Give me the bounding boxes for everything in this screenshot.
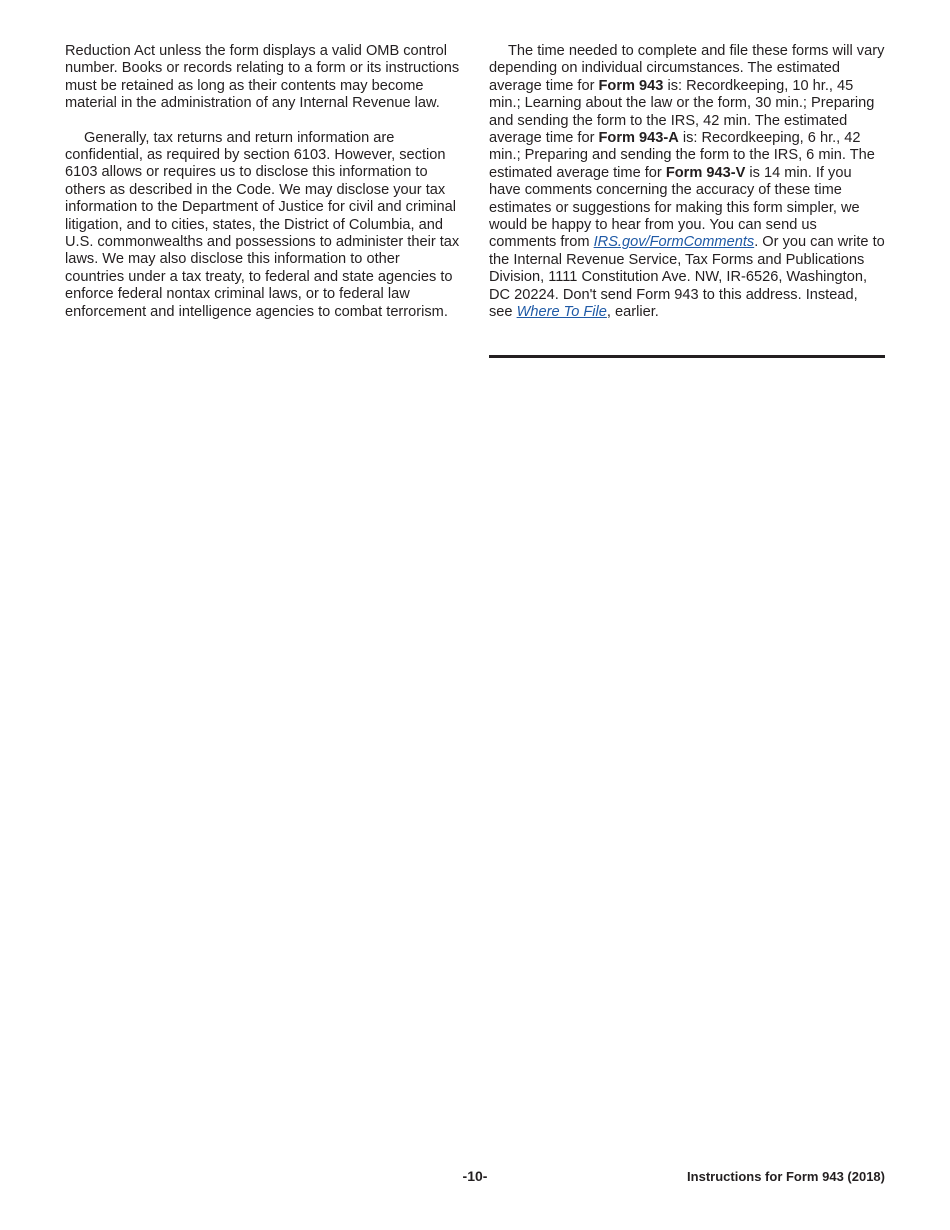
paperwork-paragraph: Reduction Act unless the form displays a valid OMB control number. Books or records relating to a form or its instructions must be retained as long as their contents may become material in the administration of any Internal Revenue law. <box>65 43 460 112</box>
form-943v-label: Form 943-V <box>665 164 746 181</box>
time-estimate-paragraph <box>489 43 885 322</box>
right-column <box>489 43 885 322</box>
left-column <box>65 43 461 321</box>
where-to-file-link[interactable]: Where To File <box>516 304 607 321</box>
confidentiality-paragraph: Generally, tax returns and return information are confidential, as required by section 6103. However, section 6103 allows or requires us to disclose this information to others as described in the Code. We may disclose your tax information to the Department of Justice for civil and criminal litigation, and to cities, states, the District of Columbia, and U.S. commonwealths and possessions to administer their tax laws. We may also disclose this information to other countries under a tax treaty, to federal and state agencies to enforce federal nontax criminal laws, or to federal law enforcement and intelligence agencies to combat terrorism. <box>65 129 460 320</box>
text-segment: is: Recordkeeping, 10 hr., 45 min.; Learning about the law or the form, 30 min.; Preparing and sending the form to the IRS, 42 min. The estimated average time for <box>489 77 875 147</box>
text-segment: . Or you can write to the Internal Revenue Service, Tax Forms and Publications Division, 1111 Constitution Ave. NW, IR-6526, Washington, DC 20224. Don't send Form 943 to this address. Instead, see <box>489 234 885 321</box>
document-title: Instructions for Form 943 (2018) <box>687 1169 885 1184</box>
section-end-rule <box>489 355 885 358</box>
form-comments-link[interactable]: IRS.gov/FormComments <box>593 234 755 251</box>
page-number: -10- <box>462 1168 488 1184</box>
text-segment: The time needed to complete and file these forms will vary depending on individual circumstances. The estimated average time for <box>489 43 885 94</box>
text-segment: , earlier. <box>606 304 659 321</box>
form-943a-label: Form 943-A <box>598 130 679 147</box>
text-segment: is: Recordkeeping, 6 hr., 42 min.; Preparing and sending the form to the IRS, 6 min. The estimated average time for <box>489 130 875 181</box>
text-segment: is 14 min. If you have comments concerning the accuracy of these time estimates or suggestions for making this form simpler, we would be happy to hear from you. You can send us comments from <box>489 164 860 251</box>
form-943-label: Form 943 <box>598 77 664 94</box>
